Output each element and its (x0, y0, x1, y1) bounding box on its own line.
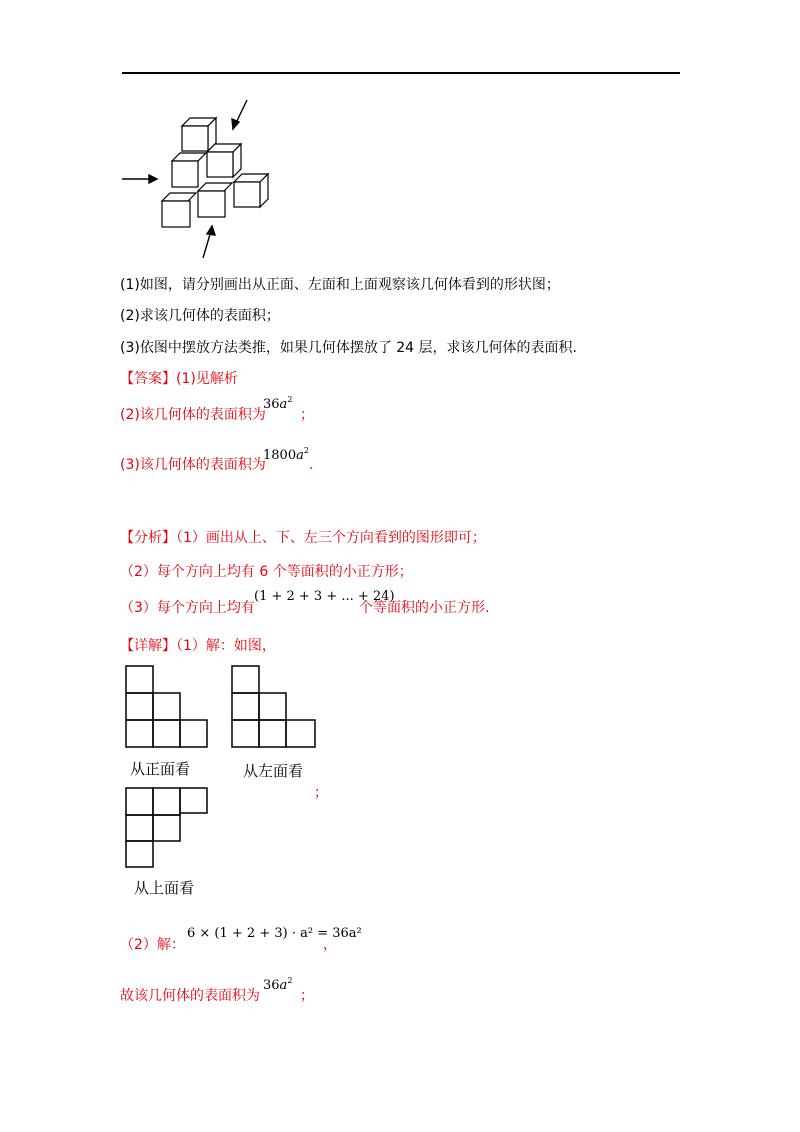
analysis-line-3-suffix: 个等面积的小正方形. (359, 600, 490, 616)
answer-part-3-math: $1800a^2$ (263, 446, 309, 463)
views-semicolon: ； (314, 785, 328, 801)
top-view-caption: 从上面看 (134, 879, 195, 897)
answer-part-2-math: $36a^2$ (263, 395, 293, 412)
analysis-line-3-math: (1 + 2 + 3 + ... + 24) (254, 589, 395, 604)
front-view-grid (125, 665, 210, 750)
answer-line-1 (120, 370, 238, 388)
detail-part-2-equation: 6 × (1 + 2 + 3) · a² = 36a² (187, 926, 362, 941)
answer-part-3-text: (3)该几何体的表面积为 (120, 457, 266, 473)
cube-stack-figure (115, 95, 285, 265)
question-1: (1)如图，请分别画出从正面、左面和上面观察该几何体看到的形状图； (120, 277, 560, 293)
answer-tag: 【答案】 (120, 371, 176, 387)
header-rule (122, 72, 680, 74)
answer-line-2 (120, 406, 266, 424)
left-view-caption: 从左面看 (243, 762, 304, 780)
detail-tag: 【详解】 (120, 638, 176, 654)
analysis-line-1: 【分析】（1）画出从上、下、左三个方向看到的图形即可； (120, 530, 486, 546)
detail-conclusion-math: $36a^2$ (263, 976, 293, 993)
front-view-caption: 从正面看 (130, 760, 191, 778)
detail-line-1: 【详解】（1）解：如图， (120, 638, 276, 654)
question-3: (3)依图中摆放方法类推，如果几何体摆放了 24 层，求该几何体的表面积. (120, 340, 577, 356)
detail-part-2-label: （2）解： (120, 937, 185, 953)
answer-part-3-suffix: . (309, 457, 314, 473)
answer-part-2-suffix: ； (300, 407, 314, 423)
detail-conclusion-suffix: ； (300, 988, 314, 1004)
detail-part-2-comma: ， (323, 937, 337, 953)
detail-conclusion: 故该几何体的表面积为 (120, 988, 260, 1004)
top-view-grid (125, 787, 210, 869)
answer-part-2-text: (2)该几何体的表面积为 (120, 407, 266, 423)
analysis-line-2: （2）每个方向上均有 6 个等面积的小正方形； (120, 564, 413, 580)
answer-line-3 (120, 456, 266, 474)
left-view-grid (231, 665, 318, 750)
analysis-tag: 【分析】 (120, 530, 176, 546)
answer-part-1: (1)见解析 (176, 371, 238, 387)
analysis-line-3-prefix: （3）每个方向上均有 (120, 600, 255, 616)
question-2: (2)求该几何体的表面积； (120, 308, 280, 324)
